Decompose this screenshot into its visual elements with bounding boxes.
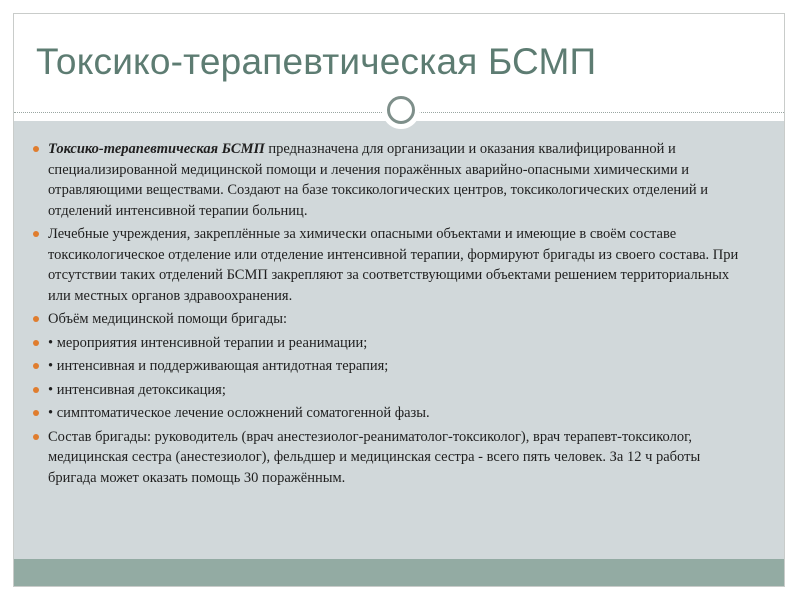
bullet-list [33,139,745,491]
bullet-item [33,139,745,221]
ring-ornament-icon [382,91,420,129]
orange-dot-bullet-icon [33,363,39,369]
orange-dot-bullet-icon [33,340,39,346]
slide [13,13,785,587]
bullet-text: Лечебные учреждения, закреплённые за химически опасными объектами и имеющие в своём составе токсикологическое отделение или отделение интенсивной терапии, формируют бригады из своего состава. При отсутствии таких отделений БСМП закрепляют за соответствующими объектами решением территориальных или местных органов здравоохранения. [48,226,739,304]
orange-dot-bullet-icon [33,434,39,440]
bullet-item [33,356,745,377]
bullet-text: • интенсивная и поддерживающая антидотная терапия; [48,358,389,374]
bullet-item [33,403,745,424]
bullet-text: • интенсивная детоксикация; [48,381,226,398]
orange-dot-bullet-icon [33,316,39,322]
bullet-item [33,333,745,354]
slide-title: Токсико-терапевтическая БСМП [36,41,597,82]
bullet-item [33,224,745,306]
bullet-item [33,309,745,330]
bullet-text: Объём медицинской помощи бригады: [48,311,288,327]
bullet-item [33,380,745,401]
orange-dot-bullet-icon [33,387,39,393]
bullet-text: предназначена для организации и оказания квалифицированной и специализированной медицинской помощи и лечения поражённых аварийно-опасными химическими и отравляющими веществами. Создают на базе токсикологических центров, токсикологических отделений и отделений интенсивной терапии больниц. [48,141,709,219]
bullet-item [33,427,745,489]
orange-dot-bullet-icon [33,146,39,152]
bullet-text: Состав бригады: руководитель (врач анестезиолог-реаниматолог-токсиколог), врач терапевт-токсиколог, медицинская сестра (анестезиолог), фельдшер и медицинская сестра - всего пять человек. За 12 ч работы бригада может оказать помощь 30 поражённым. [48,428,701,486]
bullet-text: • симптоматическое лечение осложнений соматогенной фазы. [48,405,430,421]
orange-dot-bullet-icon [33,231,39,237]
ring-inner [387,96,415,124]
orange-dot-bullet-icon [33,410,39,416]
bottom-bar [14,559,784,586]
bullet-term: Токсико-терапевтическая БСМП [48,141,265,157]
bullet-text: • мероприятия интенсивной терапии и реанимации; [48,334,368,351]
